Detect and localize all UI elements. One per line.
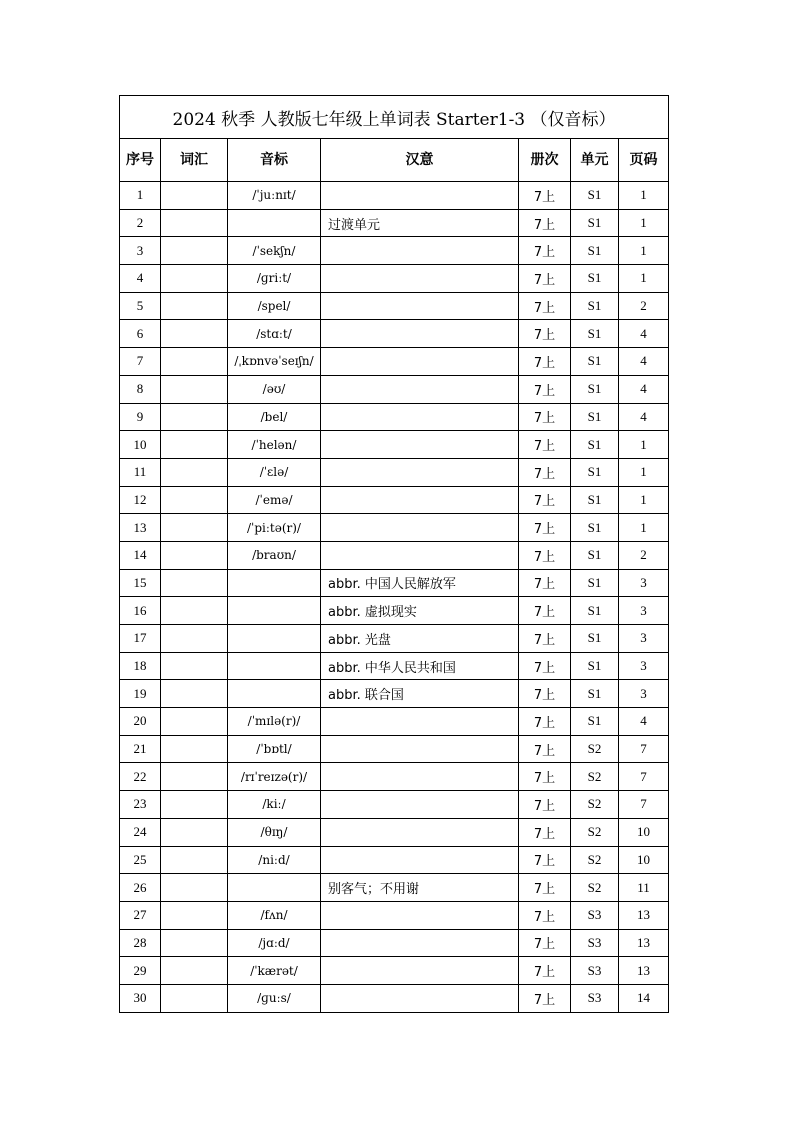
page-cell: 2 [619, 541, 669, 569]
word-cell [161, 929, 228, 957]
unit-cell: S2 [571, 818, 619, 846]
word-cell [161, 320, 228, 348]
book-cell: 7上 [519, 292, 571, 320]
phonetic-cell [228, 874, 321, 902]
row-index: 27 [120, 901, 161, 929]
word-cell [161, 514, 228, 542]
row-index: 8 [120, 375, 161, 403]
book-cell: 7上 [519, 375, 571, 403]
header-meaning: 汉意 [321, 139, 519, 182]
row-index: 20 [120, 708, 161, 736]
unit-cell: S2 [571, 791, 619, 819]
word-cell [161, 569, 228, 597]
word-cell [161, 597, 228, 625]
meaning-cell [321, 182, 519, 210]
page-cell: 10 [619, 846, 669, 874]
unit-cell: S2 [571, 763, 619, 791]
unit-cell: S3 [571, 901, 619, 929]
table-row [120, 541, 669, 569]
book-cell: 7上 [519, 320, 571, 348]
word-cell [161, 708, 228, 736]
meaning-cell [321, 292, 519, 320]
table-title: 2024 秋季 人教版七年级上单词表 Starter1-3 （仅音标） [120, 96, 669, 139]
unit-cell: S1 [571, 680, 619, 708]
row-index: 17 [120, 625, 161, 653]
meaning-cell [321, 708, 519, 736]
table-row [120, 569, 669, 597]
page-cell: 14 [619, 984, 669, 1012]
book-cell: 7上 [519, 569, 571, 597]
page-cell: 13 [619, 929, 669, 957]
unit-cell: S1 [571, 541, 619, 569]
table-row [120, 320, 669, 348]
unit-cell: S1 [571, 375, 619, 403]
phonetic-cell: /ˈbɒtl/ [228, 735, 321, 763]
book-cell: 7上 [519, 403, 571, 431]
page-cell: 1 [619, 458, 669, 486]
unit-cell: S1 [571, 486, 619, 514]
page-cell: 1 [619, 514, 669, 542]
unit-cell: S2 [571, 846, 619, 874]
word-cell [161, 818, 228, 846]
row-index: 14 [120, 541, 161, 569]
phonetic-cell: /ɡriːt/ [228, 265, 321, 293]
page-cell: 10 [619, 818, 669, 846]
book-cell: 7上 [519, 431, 571, 459]
meaning-cell [321, 486, 519, 514]
page-cell: 7 [619, 791, 669, 819]
row-index: 12 [120, 486, 161, 514]
row-index: 15 [120, 569, 161, 597]
meaning-cell [321, 763, 519, 791]
phonetic-cell: /ˈmɪlə(r)/ [228, 708, 321, 736]
table-row [120, 265, 669, 293]
row-index: 18 [120, 652, 161, 680]
page-cell: 13 [619, 957, 669, 985]
meaning-cell: abbr. 光盘 [321, 625, 519, 653]
row-index: 21 [120, 735, 161, 763]
phonetic-cell [228, 209, 321, 237]
phonetic-cell [228, 680, 321, 708]
phonetic-cell [228, 625, 321, 653]
phonetic-cell: /rɪˈreɪzə(r)/ [228, 763, 321, 791]
row-index: 13 [120, 514, 161, 542]
page-cell: 13 [619, 901, 669, 929]
meaning-cell [321, 514, 519, 542]
phonetic-cell: /niːd/ [228, 846, 321, 874]
phonetic-cell: /kiː/ [228, 791, 321, 819]
row-index: 19 [120, 680, 161, 708]
page-cell: 4 [619, 320, 669, 348]
phonetic-cell: /ˈpiːtə(r)/ [228, 514, 321, 542]
phonetic-cell: /braʊn/ [228, 541, 321, 569]
page-cell: 2 [619, 292, 669, 320]
book-cell: 7上 [519, 597, 571, 625]
phonetic-cell: /stɑːt/ [228, 320, 321, 348]
word-cell [161, 735, 228, 763]
table-row [120, 763, 669, 791]
meaning-cell [321, 375, 519, 403]
phonetic-cell: /əʊ/ [228, 375, 321, 403]
header-unit: 单元 [571, 139, 619, 182]
unit-cell: S1 [571, 403, 619, 431]
unit-cell: S1 [571, 514, 619, 542]
meaning-cell [321, 541, 519, 569]
book-cell: 7上 [519, 735, 571, 763]
word-cell [161, 957, 228, 985]
page-cell: 3 [619, 625, 669, 653]
phonetic-cell [228, 569, 321, 597]
word-cell [161, 209, 228, 237]
row-index: 24 [120, 818, 161, 846]
phonetic-cell [228, 652, 321, 680]
table-row [120, 292, 669, 320]
row-index: 11 [120, 458, 161, 486]
word-cell [161, 265, 228, 293]
page-cell: 7 [619, 735, 669, 763]
book-cell: 7上 [519, 541, 571, 569]
phonetic-cell: /ˌkɒnvəˈseɪʃn/ [228, 348, 321, 376]
word-table [119, 95, 669, 1013]
page-cell: 3 [619, 569, 669, 597]
table-row [120, 846, 669, 874]
row-index: 26 [120, 874, 161, 902]
book-cell: 7上 [519, 237, 571, 265]
row-index: 7 [120, 348, 161, 376]
word-cell [161, 486, 228, 514]
unit-cell: S1 [571, 237, 619, 265]
word-cell [161, 375, 228, 403]
book-cell: 7上 [519, 209, 571, 237]
row-index: 22 [120, 763, 161, 791]
meaning-cell [321, 846, 519, 874]
row-index: 4 [120, 265, 161, 293]
row-index: 16 [120, 597, 161, 625]
table-row [120, 901, 669, 929]
meaning-cell [321, 458, 519, 486]
unit-cell: S1 [571, 431, 619, 459]
unit-cell: S1 [571, 320, 619, 348]
page-cell: 1 [619, 431, 669, 459]
meaning-cell [321, 791, 519, 819]
table-row [120, 735, 669, 763]
book-cell: 7上 [519, 929, 571, 957]
meaning-cell [321, 237, 519, 265]
word-cell [161, 182, 228, 210]
unit-cell: S2 [571, 735, 619, 763]
table-row [120, 929, 669, 957]
table-row [120, 791, 669, 819]
table-row [120, 182, 669, 210]
unit-cell: S1 [571, 265, 619, 293]
unit-cell: S1 [571, 708, 619, 736]
header-index: 序号 [120, 139, 161, 182]
phonetic-cell: /fʌn/ [228, 901, 321, 929]
meaning-cell: 别客气；不用谢 [321, 874, 519, 902]
word-cell [161, 403, 228, 431]
book-cell: 7上 [519, 680, 571, 708]
book-cell: 7上 [519, 652, 571, 680]
phonetic-cell: /ˈkærət/ [228, 957, 321, 985]
unit-cell: S1 [571, 348, 619, 376]
phonetic-cell: /ˈjuːnɪt/ [228, 182, 321, 210]
meaning-cell [321, 957, 519, 985]
table-row [120, 652, 669, 680]
table-row [120, 403, 669, 431]
page-cell: 1 [619, 209, 669, 237]
book-cell: 7上 [519, 901, 571, 929]
word-cell [161, 431, 228, 459]
row-index: 3 [120, 237, 161, 265]
word-cell [161, 984, 228, 1012]
book-cell: 7上 [519, 818, 571, 846]
table-row [120, 818, 669, 846]
book-cell: 7上 [519, 874, 571, 902]
phonetic-cell: /spel/ [228, 292, 321, 320]
book-cell: 7上 [519, 486, 571, 514]
page-cell: 3 [619, 680, 669, 708]
phonetic-cell: /ˈemə/ [228, 486, 321, 514]
row-index: 28 [120, 929, 161, 957]
unit-cell: S3 [571, 984, 619, 1012]
page-cell: 1 [619, 237, 669, 265]
table-row [120, 431, 669, 459]
unit-cell: S1 [571, 292, 619, 320]
book-cell: 7上 [519, 458, 571, 486]
word-cell [161, 541, 228, 569]
unit-cell: S3 [571, 929, 619, 957]
page-cell: 4 [619, 375, 669, 403]
table-row [120, 597, 669, 625]
table-row [120, 375, 669, 403]
book-cell: 7上 [519, 265, 571, 293]
page-cell: 1 [619, 182, 669, 210]
meaning-cell [321, 818, 519, 846]
word-cell [161, 625, 228, 653]
unit-cell: S1 [571, 625, 619, 653]
row-index: 10 [120, 431, 161, 459]
table-row [120, 458, 669, 486]
unit-cell: S1 [571, 569, 619, 597]
header-row [120, 139, 669, 182]
word-cell [161, 901, 228, 929]
page-cell: 1 [619, 265, 669, 293]
word-cell [161, 458, 228, 486]
header-word: 词汇 [161, 139, 228, 182]
phonetic-cell: /ˈsekʃn/ [228, 237, 321, 265]
unit-cell: S1 [571, 652, 619, 680]
page-cell: 3 [619, 597, 669, 625]
meaning-cell [321, 929, 519, 957]
header-book: 册次 [519, 139, 571, 182]
table-row [120, 680, 669, 708]
phonetic-cell: /jɑːd/ [228, 929, 321, 957]
row-index: 29 [120, 957, 161, 985]
book-cell: 7上 [519, 182, 571, 210]
table-row [120, 209, 669, 237]
page-cell: 4 [619, 403, 669, 431]
table-row [120, 237, 669, 265]
meaning-cell [321, 984, 519, 1012]
unit-cell: S1 [571, 458, 619, 486]
table-row [120, 514, 669, 542]
word-list-sheet [119, 95, 668, 1013]
page-cell: 7 [619, 763, 669, 791]
phonetic-cell [228, 597, 321, 625]
row-index: 25 [120, 846, 161, 874]
book-cell: 7上 [519, 957, 571, 985]
book-cell: 7上 [519, 984, 571, 1012]
page-cell: 1 [619, 486, 669, 514]
table-row [120, 486, 669, 514]
unit-cell: S1 [571, 597, 619, 625]
header-page: 页码 [619, 139, 669, 182]
meaning-cell: abbr. 虚拟现实 [321, 597, 519, 625]
word-cell [161, 237, 228, 265]
meaning-cell [321, 735, 519, 763]
word-cell [161, 874, 228, 902]
book-cell: 7上 [519, 708, 571, 736]
row-index: 30 [120, 984, 161, 1012]
word-cell [161, 292, 228, 320]
page-cell: 3 [619, 652, 669, 680]
table-row [120, 874, 669, 902]
unit-cell: S1 [571, 182, 619, 210]
unit-cell: S2 [571, 874, 619, 902]
row-index: 6 [120, 320, 161, 348]
meaning-cell [321, 320, 519, 348]
meaning-cell [321, 901, 519, 929]
table-row [120, 625, 669, 653]
meaning-cell: abbr. 中华人民共和国 [321, 652, 519, 680]
meaning-cell: abbr. 联合国 [321, 680, 519, 708]
phonetic-cell: /bel/ [228, 403, 321, 431]
table-row [120, 708, 669, 736]
book-cell: 7上 [519, 763, 571, 791]
row-index: 2 [120, 209, 161, 237]
table-row [120, 957, 669, 985]
phonetic-cell: /ˈhelən/ [228, 431, 321, 459]
meaning-cell [321, 431, 519, 459]
book-cell: 7上 [519, 625, 571, 653]
meaning-cell [321, 403, 519, 431]
row-index: 1 [120, 182, 161, 210]
header-phonetic: 音标 [228, 139, 321, 182]
meaning-cell [321, 348, 519, 376]
word-cell [161, 652, 228, 680]
row-index: 9 [120, 403, 161, 431]
book-cell: 7上 [519, 846, 571, 874]
table-body [120, 182, 669, 1013]
word-cell [161, 791, 228, 819]
meaning-cell [321, 265, 519, 293]
table-row [120, 984, 669, 1012]
page-cell: 4 [619, 708, 669, 736]
book-cell: 7上 [519, 348, 571, 376]
meaning-cell: 过渡单元 [321, 209, 519, 237]
row-index: 23 [120, 791, 161, 819]
page-cell: 11 [619, 874, 669, 902]
unit-cell: S1 [571, 209, 619, 237]
word-cell [161, 680, 228, 708]
word-cell [161, 846, 228, 874]
phonetic-cell: /ɡuːs/ [228, 984, 321, 1012]
meaning-cell: abbr. 中国人民解放军 [321, 569, 519, 597]
word-cell [161, 763, 228, 791]
book-cell: 7上 [519, 514, 571, 542]
table-row [120, 348, 669, 376]
book-cell: 7上 [519, 791, 571, 819]
word-cell [161, 348, 228, 376]
phonetic-cell: /θɪŋ/ [228, 818, 321, 846]
phonetic-cell: /ˈɛlə/ [228, 458, 321, 486]
row-index: 5 [120, 292, 161, 320]
unit-cell: S3 [571, 957, 619, 985]
page-cell: 4 [619, 348, 669, 376]
